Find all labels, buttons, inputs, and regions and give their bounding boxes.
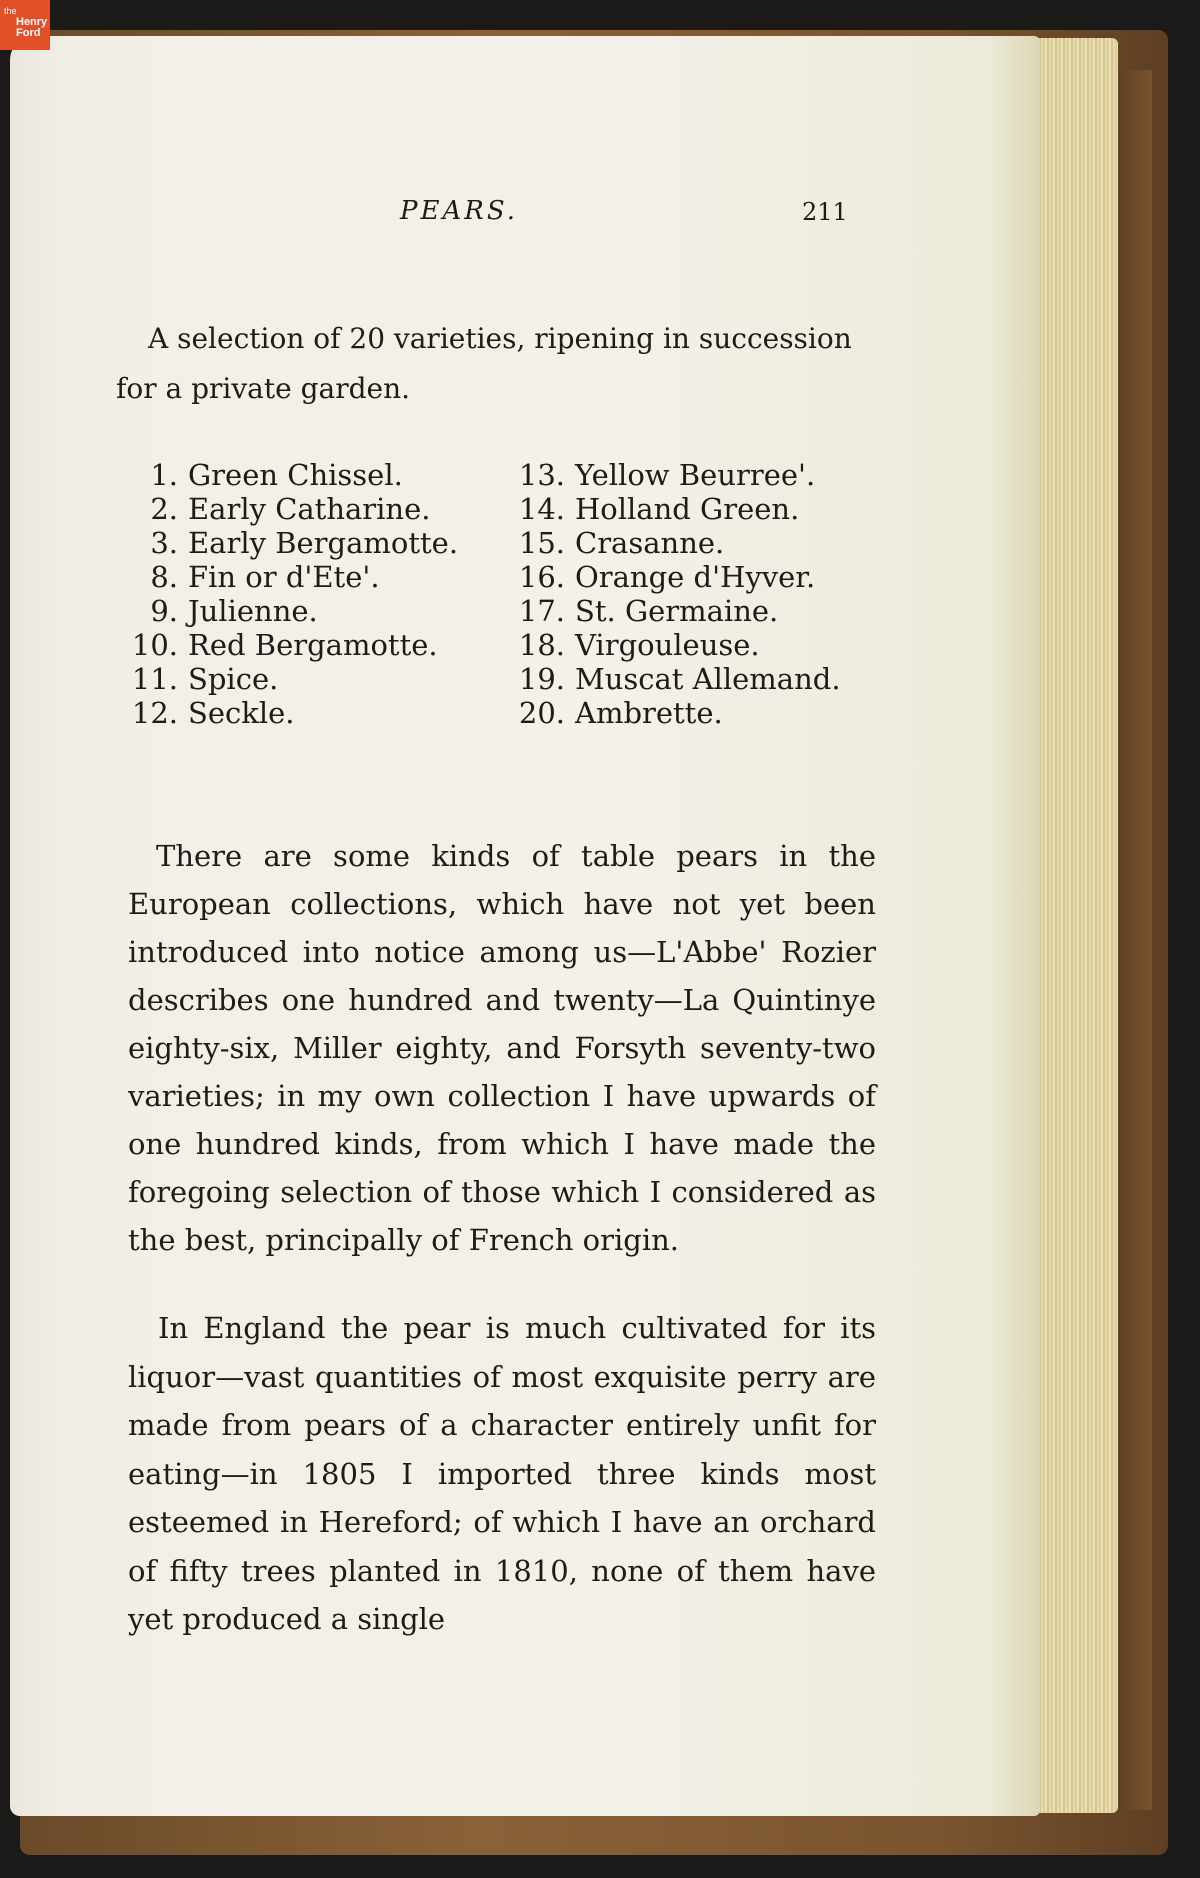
item-name: Orange d'Hyver.: [575, 560, 816, 594]
item-name: Yellow Beurree'.: [575, 458, 816, 492]
item-number: 9.: [150, 594, 178, 628]
list-item: [505, 628, 841, 662]
item-number: 15.: [518, 526, 565, 560]
item-name: Julienne.: [188, 594, 318, 628]
list-item: [118, 594, 458, 628]
list-item: [118, 526, 458, 560]
list-item: [118, 560, 458, 594]
item-number: 13.: [518, 458, 565, 492]
list-item: [118, 696, 458, 730]
item-number: 18.: [518, 628, 565, 662]
paragraph-england-perry: In England the pear is much cultivated for its liquor—vast quantities of most exquisite perry are made from pears of a character entirely unfit for eating—in 1805 I imported three kinds most esteemed in Hereford; of which I have an orchard of fifty trees planted in 1810, none of them have yet produced a single: [128, 1311, 876, 1636]
item-number: 16.: [518, 560, 565, 594]
item-number: 10.: [131, 628, 178, 662]
list-item: [118, 458, 458, 492]
list-item: [505, 560, 841, 594]
henry-ford-logo: [0, 0, 50, 50]
list-intro: [116, 314, 876, 414]
item-name: Spice.: [188, 662, 279, 696]
logo-line: Henry: [16, 16, 48, 28]
item-name: Seckle.: [188, 696, 295, 730]
item-name: Crasanne.: [575, 526, 725, 560]
item-name: Red Bergamotte.: [188, 628, 438, 662]
intro-line: A selection of 20 varieties, ripening in succession: [148, 322, 852, 355]
item-name: Green Chissel.: [188, 458, 403, 492]
intro-line: for a private garden.: [116, 372, 411, 405]
item-name: Early Bergamotte.: [188, 526, 459, 560]
list-item: [505, 458, 841, 492]
item-name: Ambrette.: [575, 696, 723, 730]
item-name: Muscat Allemand.: [575, 662, 841, 696]
item-name: St. Germaine.: [575, 594, 779, 628]
list-item: [118, 662, 458, 696]
book-page: [10, 36, 1040, 1816]
item-number: 14.: [518, 492, 565, 526]
item-name: Virgouleuse.: [575, 628, 760, 662]
paragraph-european-collections: There are some kinds of table pears in the European collections, which have not yet been introduced into notice among us—L'Abbe' Rozier describes one hundred and twenty—La Quintinye eighty-six, Miller eighty, and Forsyth seventy-two varieties; in my own collection I have upwards of one hundred kinds, from which I have made the foregoing selection of those which I considered as the best, principally of French origin.: [128, 839, 876, 1257]
item-number: 20.: [518, 696, 565, 730]
item-number: 17.: [518, 594, 565, 628]
item-number: 11.: [131, 662, 178, 696]
logo-line: the: [4, 6, 17, 16]
item-number: 12.: [131, 696, 178, 730]
item-name: Holland Green.: [575, 492, 800, 526]
logo-line: Ford: [16, 27, 41, 39]
item-number: 8.: [150, 560, 178, 594]
item-number: 19.: [518, 662, 565, 696]
list-item: [118, 492, 458, 526]
item-number: 2.: [150, 492, 178, 526]
varieties-list-right: [505, 458, 841, 730]
cover-edge: [1112, 70, 1152, 1810]
page-number: 211: [802, 198, 848, 226]
list-item: [505, 662, 841, 696]
item-number: 1.: [150, 458, 178, 492]
varieties-list-left: [118, 458, 458, 730]
list-item: [505, 526, 841, 560]
list-item: [505, 492, 841, 526]
item-name: Early Catharine.: [188, 492, 431, 526]
item-name: Fin or d'Ete'.: [188, 560, 380, 594]
list-item: [118, 628, 458, 662]
list-item: [505, 696, 841, 730]
running-header-title: PEARS.: [400, 196, 518, 226]
list-item: [505, 594, 841, 628]
item-number: 3.: [150, 526, 178, 560]
